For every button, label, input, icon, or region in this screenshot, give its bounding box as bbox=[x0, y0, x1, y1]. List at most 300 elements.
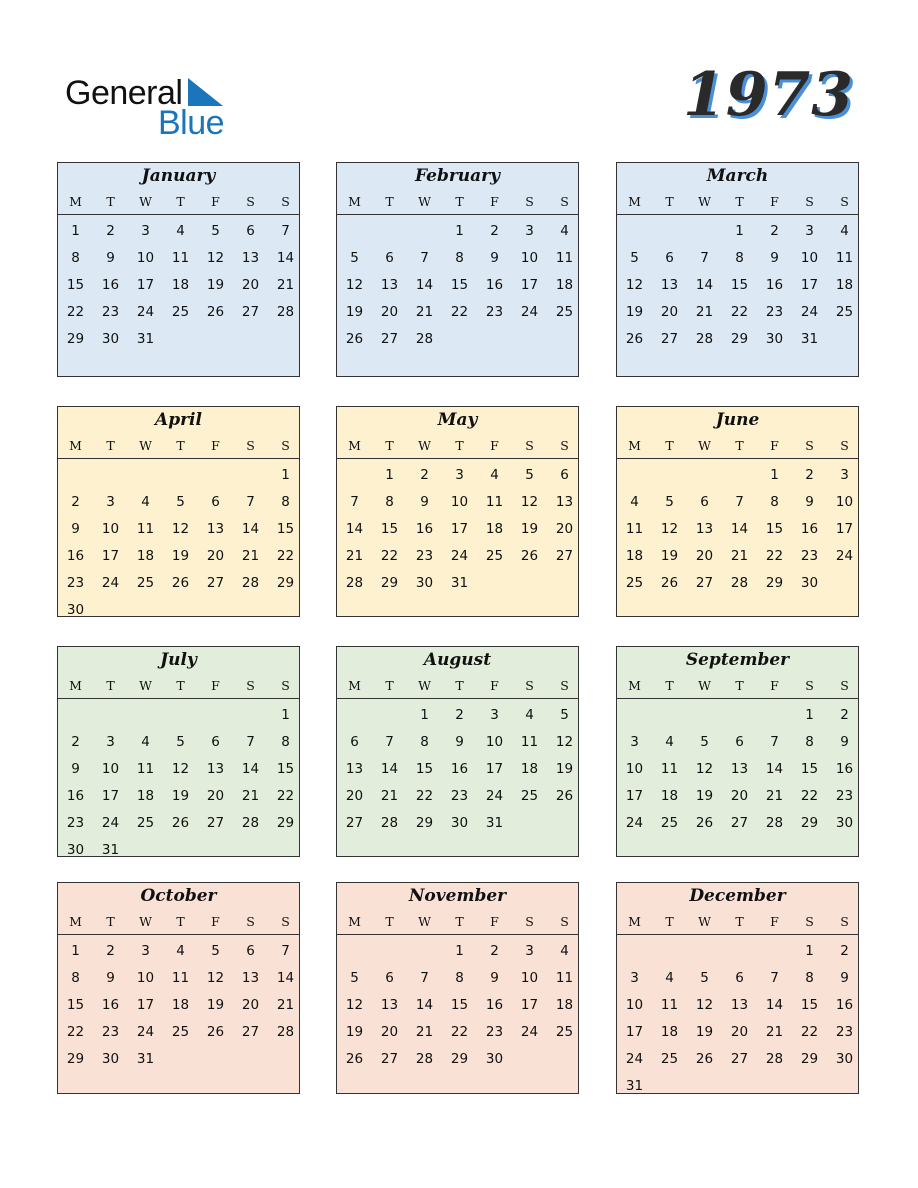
day-cell: 19 bbox=[206, 997, 225, 1013]
week-row bbox=[58, 245, 299, 272]
day-cell: 12 bbox=[345, 277, 364, 293]
day-cell: 10 bbox=[101, 521, 120, 537]
week-row bbox=[58, 462, 299, 489]
day-cell: 19 bbox=[695, 1024, 714, 1040]
day-cell: 21 bbox=[730, 548, 749, 564]
day-cell: 31 bbox=[485, 815, 504, 831]
day-cell: 16 bbox=[835, 761, 854, 777]
day-cell: 27 bbox=[241, 304, 260, 320]
weekday-header: W bbox=[418, 194, 431, 209]
day-cell: 7 bbox=[700, 250, 709, 266]
day-cell: 9 bbox=[455, 734, 464, 750]
month-name: March bbox=[706, 166, 769, 186]
day-cell: 23 bbox=[485, 1024, 504, 1040]
day-cell: 7 bbox=[420, 250, 429, 266]
day-cell: 4 bbox=[176, 223, 185, 239]
day-cell: 18 bbox=[136, 788, 155, 804]
month-april bbox=[57, 406, 300, 617]
day-cell: 8 bbox=[281, 494, 290, 510]
weekday-header: T bbox=[385, 914, 394, 929]
day-cell: 27 bbox=[380, 1051, 399, 1067]
day-cell: 25 bbox=[485, 548, 504, 564]
day-cell: 23 bbox=[415, 548, 434, 564]
day-cell: 20 bbox=[206, 788, 225, 804]
weekday-header: M bbox=[628, 194, 641, 209]
week-row bbox=[337, 543, 578, 570]
day-cell: 10 bbox=[520, 970, 539, 986]
day-cell: 2 bbox=[71, 494, 80, 510]
day-cell bbox=[512, 1046, 547, 1073]
day-cell: 20 bbox=[660, 304, 679, 320]
day-cell: 10 bbox=[520, 250, 539, 266]
day-cell: 26 bbox=[206, 1024, 225, 1040]
day-cell: 28 bbox=[276, 304, 295, 320]
day-cell: 9 bbox=[490, 970, 499, 986]
month-name: April bbox=[155, 410, 202, 430]
day-cell: 14 bbox=[380, 761, 399, 777]
day-cell bbox=[757, 938, 792, 965]
day-cell: 22 bbox=[450, 304, 469, 320]
week-row bbox=[337, 489, 578, 516]
week-row bbox=[617, 299, 858, 326]
week-row bbox=[617, 729, 858, 756]
day-cell: 4 bbox=[560, 943, 569, 959]
day-cell: 25 bbox=[625, 575, 644, 591]
day-cell: 9 bbox=[840, 970, 849, 986]
day-cell: 18 bbox=[520, 761, 539, 777]
weekday-header: M bbox=[348, 678, 361, 693]
day-cell: 18 bbox=[555, 277, 574, 293]
week-row bbox=[337, 729, 578, 756]
week-row bbox=[337, 299, 578, 326]
weekday-header: S bbox=[560, 438, 569, 453]
day-cell: 5 bbox=[665, 494, 674, 510]
weekday-header: T bbox=[176, 438, 185, 453]
day-cell: 27 bbox=[660, 331, 679, 347]
day-cell: 17 bbox=[625, 1024, 644, 1040]
week-row bbox=[337, 1046, 578, 1073]
day-cell: 13 bbox=[241, 970, 260, 986]
day-cell: 27 bbox=[380, 331, 399, 347]
day-cell: 12 bbox=[695, 997, 714, 1013]
day-cell bbox=[617, 462, 652, 489]
weekday-header-row bbox=[337, 909, 578, 934]
day-cell: 19 bbox=[171, 548, 190, 564]
weekday-header: T bbox=[455, 438, 464, 453]
day-cell: 19 bbox=[171, 788, 190, 804]
day-cell: 11 bbox=[485, 494, 504, 510]
month-name: September bbox=[685, 650, 790, 670]
day-cell: 18 bbox=[485, 521, 504, 537]
month-july bbox=[57, 646, 300, 857]
day-cell: 1 bbox=[281, 707, 290, 723]
month-february bbox=[336, 162, 579, 377]
day-cell: 22 bbox=[276, 548, 295, 564]
weekday-header: M bbox=[628, 438, 641, 453]
day-cell: 20 bbox=[380, 304, 399, 320]
brand-name-general: General bbox=[65, 74, 183, 112]
week-row bbox=[58, 570, 299, 597]
weekday-header: W bbox=[698, 678, 711, 693]
week-row bbox=[58, 702, 299, 729]
month-october bbox=[57, 882, 300, 1094]
day-cell: 17 bbox=[485, 761, 504, 777]
days-area bbox=[58, 698, 299, 864]
day-cell: 21 bbox=[380, 788, 399, 804]
day-cell: 19 bbox=[625, 304, 644, 320]
day-cell: 29 bbox=[66, 331, 85, 347]
day-cell bbox=[687, 218, 722, 245]
week-row bbox=[337, 272, 578, 299]
day-cell: 22 bbox=[765, 548, 784, 564]
day-cell: 17 bbox=[136, 277, 155, 293]
day-cell: 24 bbox=[625, 1051, 644, 1067]
day-cell: 6 bbox=[665, 250, 674, 266]
day-cell: 17 bbox=[800, 277, 819, 293]
day-cell bbox=[128, 837, 163, 864]
day-cell: 6 bbox=[350, 734, 359, 750]
day-cell: 16 bbox=[101, 277, 120, 293]
day-cell bbox=[128, 462, 163, 489]
day-cell bbox=[198, 326, 233, 353]
day-cell: 12 bbox=[171, 761, 190, 777]
day-cell: 2 bbox=[805, 467, 814, 483]
day-cell: 5 bbox=[700, 734, 709, 750]
day-cell: 21 bbox=[415, 304, 434, 320]
day-cell: 30 bbox=[835, 815, 854, 831]
day-cell: 13 bbox=[380, 997, 399, 1013]
weekday-header: F bbox=[211, 194, 220, 209]
day-cell: 21 bbox=[765, 1024, 784, 1040]
day-cell bbox=[477, 570, 512, 597]
week-row bbox=[58, 218, 299, 245]
day-cell: 28 bbox=[276, 1024, 295, 1040]
day-cell: 27 bbox=[206, 575, 225, 591]
day-cell bbox=[58, 462, 93, 489]
day-cell: 23 bbox=[101, 1024, 120, 1040]
weekday-header: M bbox=[348, 914, 361, 929]
day-cell: 31 bbox=[136, 1051, 155, 1067]
day-cell bbox=[372, 218, 407, 245]
week-row bbox=[337, 938, 578, 965]
month-may bbox=[336, 406, 579, 617]
day-cell: 15 bbox=[765, 521, 784, 537]
day-cell: 23 bbox=[101, 304, 120, 320]
weekday-header: M bbox=[69, 438, 82, 453]
weekday-header: S bbox=[525, 678, 534, 693]
day-cell: 18 bbox=[136, 548, 155, 564]
day-cell: 18 bbox=[625, 548, 644, 564]
day-cell: 16 bbox=[835, 997, 854, 1013]
day-cell: 21 bbox=[276, 277, 295, 293]
weekday-header: T bbox=[665, 438, 674, 453]
weekday-header: T bbox=[385, 194, 394, 209]
week-row bbox=[337, 570, 578, 597]
day-cell bbox=[233, 462, 268, 489]
week-row bbox=[58, 938, 299, 965]
day-cell: 24 bbox=[625, 815, 644, 831]
week-row bbox=[337, 783, 578, 810]
day-cell: 1 bbox=[71, 943, 80, 959]
weekday-header: F bbox=[211, 438, 220, 453]
days-area bbox=[337, 458, 578, 597]
week-row bbox=[58, 516, 299, 543]
day-cell: 18 bbox=[660, 1024, 679, 1040]
day-cell bbox=[407, 938, 442, 965]
weekday-header: S bbox=[246, 914, 255, 929]
day-cell: 31 bbox=[800, 331, 819, 347]
day-cell: 3 bbox=[525, 943, 534, 959]
day-cell: 27 bbox=[730, 1051, 749, 1067]
day-cell: 15 bbox=[450, 277, 469, 293]
day-cell: 28 bbox=[241, 575, 260, 591]
month-name: December bbox=[689, 886, 786, 906]
day-cell: 2 bbox=[106, 223, 115, 239]
day-cell: 13 bbox=[730, 997, 749, 1013]
day-cell: 18 bbox=[555, 997, 574, 1013]
day-cell: 24 bbox=[835, 548, 854, 564]
day-cell: 26 bbox=[206, 304, 225, 320]
day-cell: 4 bbox=[176, 943, 185, 959]
weekday-header: F bbox=[770, 914, 779, 929]
week-row bbox=[617, 1046, 858, 1073]
day-cell bbox=[233, 597, 268, 624]
day-cell: 25 bbox=[835, 304, 854, 320]
day-cell: 13 bbox=[380, 277, 399, 293]
weekday-header-row bbox=[617, 433, 858, 458]
day-cell: 19 bbox=[520, 521, 539, 537]
day-cell: 30 bbox=[835, 1051, 854, 1067]
weekday-header: F bbox=[770, 438, 779, 453]
day-cell: 2 bbox=[840, 943, 849, 959]
day-cell: 16 bbox=[101, 997, 120, 1013]
day-cell bbox=[198, 462, 233, 489]
week-row bbox=[337, 218, 578, 245]
week-row bbox=[337, 702, 578, 729]
day-cell: 30 bbox=[101, 331, 120, 347]
day-cell: 12 bbox=[345, 997, 364, 1013]
day-cell bbox=[337, 938, 372, 965]
month-june bbox=[616, 406, 859, 617]
weekday-header-row bbox=[617, 673, 858, 698]
day-cell: 29 bbox=[800, 1051, 819, 1067]
weekday-header: M bbox=[69, 678, 82, 693]
week-row bbox=[617, 992, 858, 1019]
day-cell: 18 bbox=[660, 788, 679, 804]
day-cell: 14 bbox=[241, 761, 260, 777]
week-row bbox=[617, 543, 858, 570]
day-cell bbox=[93, 462, 128, 489]
weekday-header-row bbox=[337, 189, 578, 214]
brand-logo bbox=[65, 72, 235, 142]
day-cell bbox=[547, 326, 582, 353]
day-cell: 23 bbox=[66, 575, 85, 591]
weekday-header: W bbox=[418, 914, 431, 929]
weekday-header-row bbox=[58, 673, 299, 698]
day-cell: 23 bbox=[800, 548, 819, 564]
day-cell: 23 bbox=[765, 304, 784, 320]
day-cell: 5 bbox=[211, 943, 220, 959]
day-cell: 9 bbox=[770, 250, 779, 266]
day-cell: 27 bbox=[555, 548, 574, 564]
day-cell: 23 bbox=[485, 304, 504, 320]
day-cell: 11 bbox=[136, 761, 155, 777]
day-cell: 7 bbox=[281, 943, 290, 959]
day-cell: 30 bbox=[101, 1051, 120, 1067]
weekday-header: M bbox=[628, 678, 641, 693]
weekday-header-row bbox=[58, 433, 299, 458]
month-march bbox=[616, 162, 859, 377]
day-cell: 10 bbox=[136, 970, 155, 986]
day-cell: 13 bbox=[206, 761, 225, 777]
weekday-header: F bbox=[490, 678, 499, 693]
weekday-header: F bbox=[490, 438, 499, 453]
weekday-header-row bbox=[337, 673, 578, 698]
weekday-header: T bbox=[455, 678, 464, 693]
day-cell: 4 bbox=[141, 494, 150, 510]
day-cell: 22 bbox=[800, 788, 819, 804]
day-cell: 24 bbox=[485, 788, 504, 804]
day-cell: 23 bbox=[66, 815, 85, 831]
week-row bbox=[337, 1019, 578, 1046]
day-cell: 3 bbox=[840, 467, 849, 483]
day-cell: 31 bbox=[450, 575, 469, 591]
days-area bbox=[617, 698, 858, 837]
day-cell: 15 bbox=[276, 761, 295, 777]
month-november bbox=[336, 882, 579, 1094]
day-cell: 29 bbox=[276, 815, 295, 831]
day-cell: 28 bbox=[730, 575, 749, 591]
day-cell: 21 bbox=[276, 997, 295, 1013]
day-cell: 24 bbox=[800, 304, 819, 320]
month-name: July bbox=[160, 650, 197, 670]
day-cell: 12 bbox=[695, 761, 714, 777]
day-cell bbox=[233, 837, 268, 864]
weekday-header-row bbox=[58, 909, 299, 934]
weekday-header: T bbox=[176, 194, 185, 209]
day-cell: 20 bbox=[730, 788, 749, 804]
day-cell: 10 bbox=[625, 997, 644, 1013]
day-cell: 27 bbox=[206, 815, 225, 831]
day-cell: 4 bbox=[560, 223, 569, 239]
day-cell bbox=[198, 1046, 233, 1073]
week-row bbox=[58, 543, 299, 570]
week-row bbox=[617, 516, 858, 543]
day-cell bbox=[652, 938, 687, 965]
day-cell: 5 bbox=[630, 250, 639, 266]
weekday-header-row bbox=[617, 909, 858, 934]
weekday-header: T bbox=[385, 438, 394, 453]
day-cell: 30 bbox=[450, 815, 469, 831]
day-cell bbox=[617, 218, 652, 245]
day-cell: 26 bbox=[695, 815, 714, 831]
day-cell: 13 bbox=[345, 761, 364, 777]
day-cell: 25 bbox=[555, 304, 574, 320]
day-cell: 1 bbox=[455, 943, 464, 959]
day-cell: 13 bbox=[730, 761, 749, 777]
day-cell: 16 bbox=[66, 788, 85, 804]
day-cell bbox=[337, 218, 372, 245]
weekday-header: S bbox=[805, 678, 814, 693]
day-cell: 21 bbox=[695, 304, 714, 320]
day-cell: 5 bbox=[700, 970, 709, 986]
day-cell bbox=[58, 702, 93, 729]
weekday-header: F bbox=[770, 678, 779, 693]
day-cell bbox=[442, 326, 477, 353]
day-cell: 15 bbox=[730, 277, 749, 293]
day-cell bbox=[372, 702, 407, 729]
day-cell: 19 bbox=[345, 1024, 364, 1040]
day-cell: 8 bbox=[805, 970, 814, 986]
day-cell bbox=[792, 1073, 827, 1100]
day-cell: 22 bbox=[730, 304, 749, 320]
day-cell: 9 bbox=[106, 970, 115, 986]
day-cell: 3 bbox=[490, 707, 499, 723]
day-cell: 17 bbox=[520, 997, 539, 1013]
day-cell: 7 bbox=[735, 494, 744, 510]
day-cell: 6 bbox=[700, 494, 709, 510]
day-cell: 29 bbox=[800, 815, 819, 831]
day-cell: 20 bbox=[380, 1024, 399, 1040]
day-cell: 25 bbox=[171, 304, 190, 320]
day-cell: 10 bbox=[101, 761, 120, 777]
day-cell bbox=[687, 462, 722, 489]
brand-name-blue: Blue bbox=[158, 104, 225, 142]
day-cell: 3 bbox=[106, 734, 115, 750]
day-cell: 14 bbox=[765, 997, 784, 1013]
weekday-header: S bbox=[246, 678, 255, 693]
day-cell: 11 bbox=[171, 970, 190, 986]
day-cell: 29 bbox=[450, 1051, 469, 1067]
day-cell: 10 bbox=[136, 250, 155, 266]
days-area bbox=[337, 934, 578, 1073]
month-name: October bbox=[140, 886, 217, 906]
day-cell: 8 bbox=[281, 734, 290, 750]
day-cell bbox=[198, 837, 233, 864]
day-cell bbox=[827, 570, 862, 597]
day-cell: 13 bbox=[660, 277, 679, 293]
day-cell: 28 bbox=[415, 1051, 434, 1067]
day-cell: 18 bbox=[835, 277, 854, 293]
day-cell: 28 bbox=[345, 575, 364, 591]
weekday-header: S bbox=[840, 194, 849, 209]
day-cell: 9 bbox=[805, 494, 814, 510]
week-row bbox=[58, 965, 299, 992]
week-row bbox=[337, 245, 578, 272]
day-cell: 13 bbox=[206, 521, 225, 537]
day-cell: 11 bbox=[520, 734, 539, 750]
day-cell bbox=[477, 326, 512, 353]
day-cell bbox=[722, 462, 757, 489]
day-cell: 16 bbox=[800, 521, 819, 537]
day-cell bbox=[512, 326, 547, 353]
day-cell: 6 bbox=[211, 734, 220, 750]
day-cell: 26 bbox=[555, 788, 574, 804]
weekday-header: T bbox=[735, 914, 744, 929]
weekday-header: S bbox=[281, 194, 290, 209]
day-cell: 7 bbox=[385, 734, 394, 750]
month-january bbox=[57, 162, 300, 377]
week-row bbox=[617, 810, 858, 837]
day-cell: 27 bbox=[695, 575, 714, 591]
day-cell: 11 bbox=[660, 761, 679, 777]
day-cell: 5 bbox=[350, 970, 359, 986]
weekday-header: T bbox=[176, 914, 185, 929]
day-cell: 16 bbox=[765, 277, 784, 293]
week-row bbox=[58, 1046, 299, 1073]
day-cell: 3 bbox=[525, 223, 534, 239]
day-cell: 19 bbox=[345, 304, 364, 320]
